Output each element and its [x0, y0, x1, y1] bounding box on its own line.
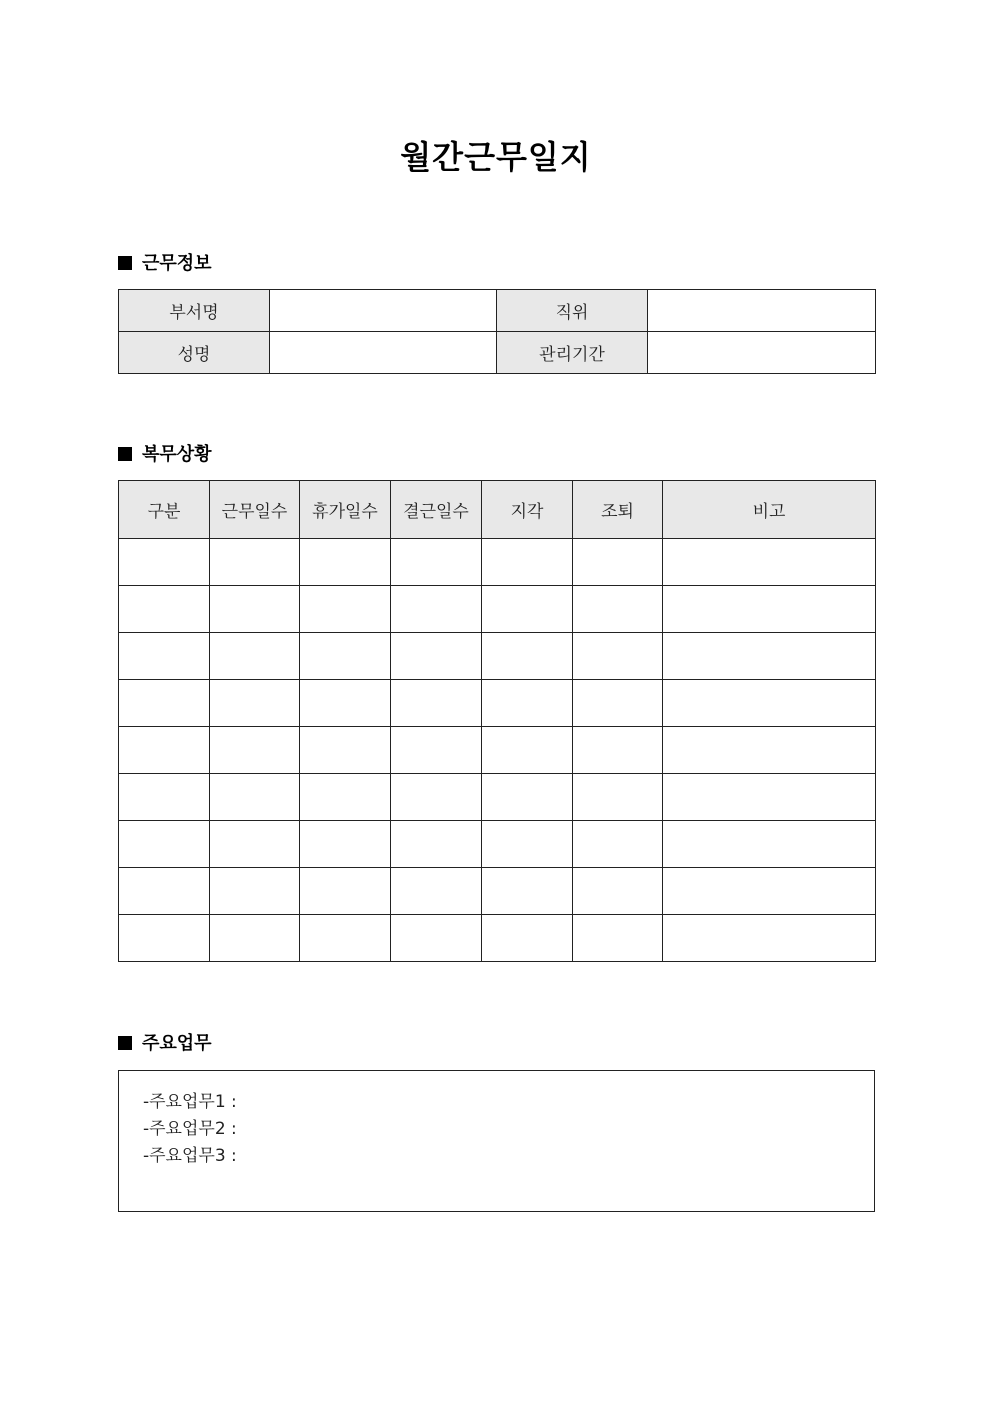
document-title: 월간근무일지	[400, 138, 592, 176]
table-row	[119, 915, 876, 962]
square-bullet-icon	[118, 447, 132, 461]
table-cell[interactable]	[663, 868, 876, 915]
column-header-category: 구분	[119, 481, 210, 539]
table-cell[interactable]	[300, 586, 391, 633]
main-tasks-box[interactable]	[118, 1070, 875, 1212]
table-cell[interactable]	[663, 774, 876, 821]
task-line-3: -주요업무3 :	[143, 1146, 237, 1166]
table-cell[interactable]	[119, 586, 210, 633]
table-cell[interactable]	[391, 586, 482, 633]
table-cell[interactable]	[663, 821, 876, 868]
table-cell[interactable]	[482, 868, 573, 915]
main-tasks-heading	[118, 1032, 212, 1056]
table-cell[interactable]	[573, 539, 663, 586]
table-cell[interactable]	[573, 774, 663, 821]
table-cell[interactable]	[210, 774, 300, 821]
table-cell[interactable]	[663, 727, 876, 774]
column-header-remarks: 비고	[663, 481, 876, 539]
table-cell[interactable]	[210, 727, 300, 774]
table-row	[119, 868, 876, 915]
table-cell[interactable]	[663, 915, 876, 962]
table-cell[interactable]	[300, 868, 391, 915]
table-cell[interactable]	[119, 821, 210, 868]
table-cell[interactable]	[573, 821, 663, 868]
table-cell[interactable]	[663, 586, 876, 633]
table-cell[interactable]	[119, 727, 210, 774]
table-cell[interactable]	[119, 680, 210, 727]
duty-header-row	[119, 481, 876, 539]
table-cell[interactable]	[210, 915, 300, 962]
table-cell[interactable]	[119, 539, 210, 586]
table-cell[interactable]	[391, 727, 482, 774]
column-header-leave-days: 휴가일수	[300, 481, 391, 539]
table-row	[119, 586, 876, 633]
table-cell[interactable]	[300, 539, 391, 586]
table-cell[interactable]	[391, 633, 482, 680]
table-cell[interactable]	[391, 868, 482, 915]
table-cell[interactable]	[300, 774, 391, 821]
table-row	[119, 633, 876, 680]
square-bullet-icon	[118, 1036, 132, 1050]
name-label: 성명	[119, 332, 270, 374]
department-label: 부서명	[119, 290, 270, 332]
table-cell[interactable]	[391, 774, 482, 821]
duty-status-table	[118, 480, 876, 962]
column-header-work-days: 근무일수	[210, 481, 300, 539]
column-header-late: 지각	[482, 481, 573, 539]
table-cell[interactable]	[482, 821, 573, 868]
position-field[interactable]	[648, 290, 876, 332]
table-cell[interactable]	[391, 915, 482, 962]
position-label: 직위	[497, 290, 648, 332]
column-header-absence-days: 결근일수	[391, 481, 482, 539]
table-cell[interactable]	[573, 727, 663, 774]
work-info-heading-text: 근무정보	[142, 253, 212, 274]
duty-status-heading	[118, 443, 212, 467]
table-row	[119, 539, 876, 586]
name-field[interactable]	[270, 332, 497, 374]
table-cell[interactable]	[210, 821, 300, 868]
table-cell[interactable]	[482, 586, 573, 633]
table-cell[interactable]	[300, 633, 391, 680]
table-cell[interactable]	[482, 915, 573, 962]
table-cell[interactable]	[391, 680, 482, 727]
table-row	[119, 821, 876, 868]
table-cell[interactable]	[210, 633, 300, 680]
column-header-early-leave: 조퇴	[573, 481, 663, 539]
table-cell[interactable]	[210, 680, 300, 727]
table-row	[119, 727, 876, 774]
table-row	[119, 774, 876, 821]
period-label: 관리기간	[497, 332, 648, 374]
table-cell[interactable]	[482, 727, 573, 774]
table-cell[interactable]	[663, 680, 876, 727]
table-cell[interactable]	[573, 868, 663, 915]
task-line-1: -주요업무1 :	[143, 1092, 237, 1112]
table-cell[interactable]	[663, 539, 876, 586]
table-cell[interactable]	[300, 821, 391, 868]
main-tasks-list	[143, 1089, 237, 1170]
square-bullet-icon	[118, 256, 132, 270]
table-cell[interactable]	[482, 633, 573, 680]
table-cell[interactable]	[300, 727, 391, 774]
work-info-table	[118, 289, 876, 374]
table-cell[interactable]	[573, 680, 663, 727]
period-field[interactable]	[648, 332, 876, 374]
table-cell[interactable]	[300, 915, 391, 962]
table-cell[interactable]	[210, 868, 300, 915]
table-cell[interactable]	[391, 821, 482, 868]
table-cell[interactable]	[300, 680, 391, 727]
table-row	[119, 680, 876, 727]
work-info-heading	[118, 252, 212, 276]
table-cell[interactable]	[119, 774, 210, 821]
table-cell[interactable]	[573, 586, 663, 633]
table-cell[interactable]	[210, 586, 300, 633]
work-info-row	[119, 290, 876, 332]
duty-status-heading-text: 복무상황	[142, 444, 212, 465]
table-cell[interactable]	[482, 539, 573, 586]
main-tasks-heading-text: 주요업무	[142, 1033, 212, 1054]
work-info-row	[119, 332, 876, 374]
table-cell[interactable]	[482, 680, 573, 727]
table-cell[interactable]	[119, 915, 210, 962]
table-cell[interactable]	[482, 774, 573, 821]
duty-table-body	[119, 539, 876, 962]
table-cell[interactable]	[573, 915, 663, 962]
table-cell[interactable]	[391, 539, 482, 586]
table-cell[interactable]	[119, 868, 210, 915]
table-cell[interactable]	[663, 633, 876, 680]
table-cell[interactable]	[210, 539, 300, 586]
table-cell[interactable]	[119, 633, 210, 680]
table-cell[interactable]	[573, 633, 663, 680]
task-line-2: -주요업무2 :	[143, 1119, 237, 1139]
department-field[interactable]	[270, 290, 497, 332]
